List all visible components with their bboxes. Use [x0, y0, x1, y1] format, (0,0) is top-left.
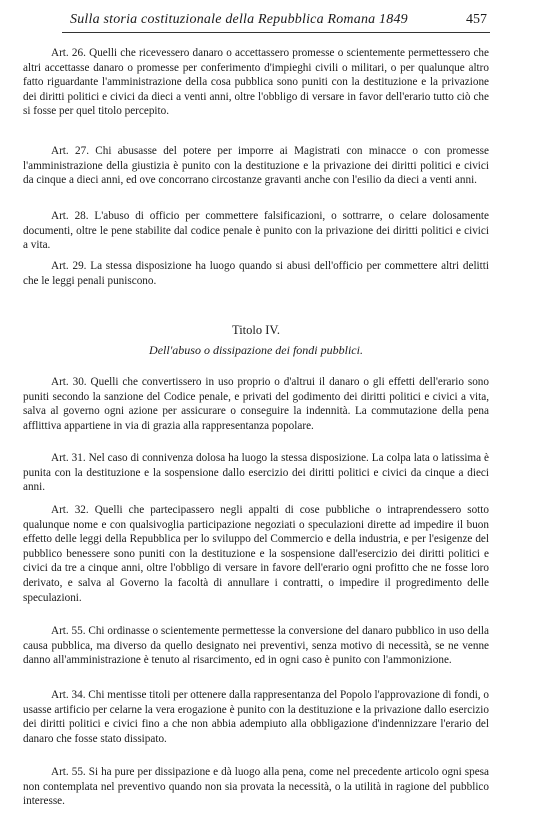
article-30: Art. 30. Quelli che convertissero in uso proprio o d'altrui il danaro o gli effetti dell'erario sono puniti secondo la sanzione del Codice penale, e privati del godimento dei diritti politici e civici a vita, salva al governo ogni azione per assicurare o conseguire la indennità. La commutazione della pena afflittiva appartiene in via di grazia alla rappresentanza popolare. [23, 376, 489, 432]
article-31: Art. 31. Nel caso di connivenza dolosa ha luogo la stessa disposizione. La colpa lata o latissima è punita con la destituzione e la sospensione dallo esercizio dei diritti politici e civici da cinque a dieci anni. [23, 452, 489, 494]
article-26: Art. 26. Quelli che ricevessero danaro o accettassero promesse o scientemente permettessero che altri accettasse danaro o promesse per conferimento d'impieghi civili o militari, o per qualunque altro fatto riguardante l'amministrazione della cosa pubblica sono puniti con la destituzione e la privazione dei diritti politici e civici da dieci a venti anni, oltre l'obbligo di versare in favor dell'erario tutto ciò che si fosse per quel titolo percepito. [23, 47, 489, 118]
article-33: Art. 55. Chi ordinasse o scientemente permettesse la conversione del danaro pubblico in uso della causa pubblica, ma diverso da quello designato nei preventivi, senza motivo di necessità, se ne venne danno all'amministrazione è tenuto al risarcimento, ed in ogni caso è punito con l'ammonizione. [23, 625, 489, 667]
article-27: Art. 27. Chi abusasse del potere per imporre ai Magistrati con minacce o con promesse l'amministrazione della giustizia è punito con la destituzione e la privazione dei diritti politici e civici da cinque a dieci anni, ed ove concorrano circostanze gravanti anche con l'esilio da dieci a venti anni. [23, 145, 489, 187]
page-number: 457 [466, 12, 487, 27]
section-title: Titolo IV. [232, 323, 280, 337]
article-35: Art. 55. Si ha pure per dissipazione e dà luogo alla pena, come nel precedente articolo ogni spesa non contemplata nel preventivo quando non sia provata la necessità, o la utilità in ragione del pubblico interesse. [23, 766, 489, 808]
article-32: Art. 32. Quelli che partecipassero negli appalti di cose pubbliche o intraprendessero sotto qualunque nome e con qualsivoglia participazione negoziati o speculazioni dirette ad impedire il buon effetto delle leggi della Repubblica per lo sviluppo del Commercio e della industria, e per l'esigenze del pubblico benessere sono puniti con la destituzione e la sospensione dall'esercizio dei diritti politici e civici da tre a cinque anni, oltre l'obbligo di versare in favore dell'erario ogni profitto che ne fosse loro derivato, e salva al Governo la facoltà di annullare i contratti, o impedire il progredimento delle speculazioni. [23, 504, 489, 604]
article-28: Art. 28. L'abuso di officio per commettere falsificazioni, o sottrarre, o celare dolosamente documenti, oltre le pene stabilite dal codice penale è punito con la privazione dei diritti politici e civici a vita. [23, 210, 489, 252]
running-title: Sulla storia costituzionale della Repubblica Romana 1849 [70, 12, 408, 27]
section-subtitle: Dell'abuso o dissipazione dei fondi pubblici. [149, 343, 363, 357]
header-rule [62, 32, 490, 33]
article-34: Art. 34. Chi mentisse titoli per ottenere dalla rappresentanza del Popolo l'approvazione di fondi, o usasse artificio per celarne la vera erogazione è punito con la destituzione e la privazione dallo esercizio dei diritti politici e civici fino a che non abbia adempiuto alla obbligazione d'indennizzare l'erario del danaro che fosse stato dissipato. [23, 689, 489, 745]
article-29: Art. 29. La stessa disposizione ha luogo quando si abusi dell'officio per commettere altri delitti che le leggi penali puniscono. [23, 260, 489, 287]
